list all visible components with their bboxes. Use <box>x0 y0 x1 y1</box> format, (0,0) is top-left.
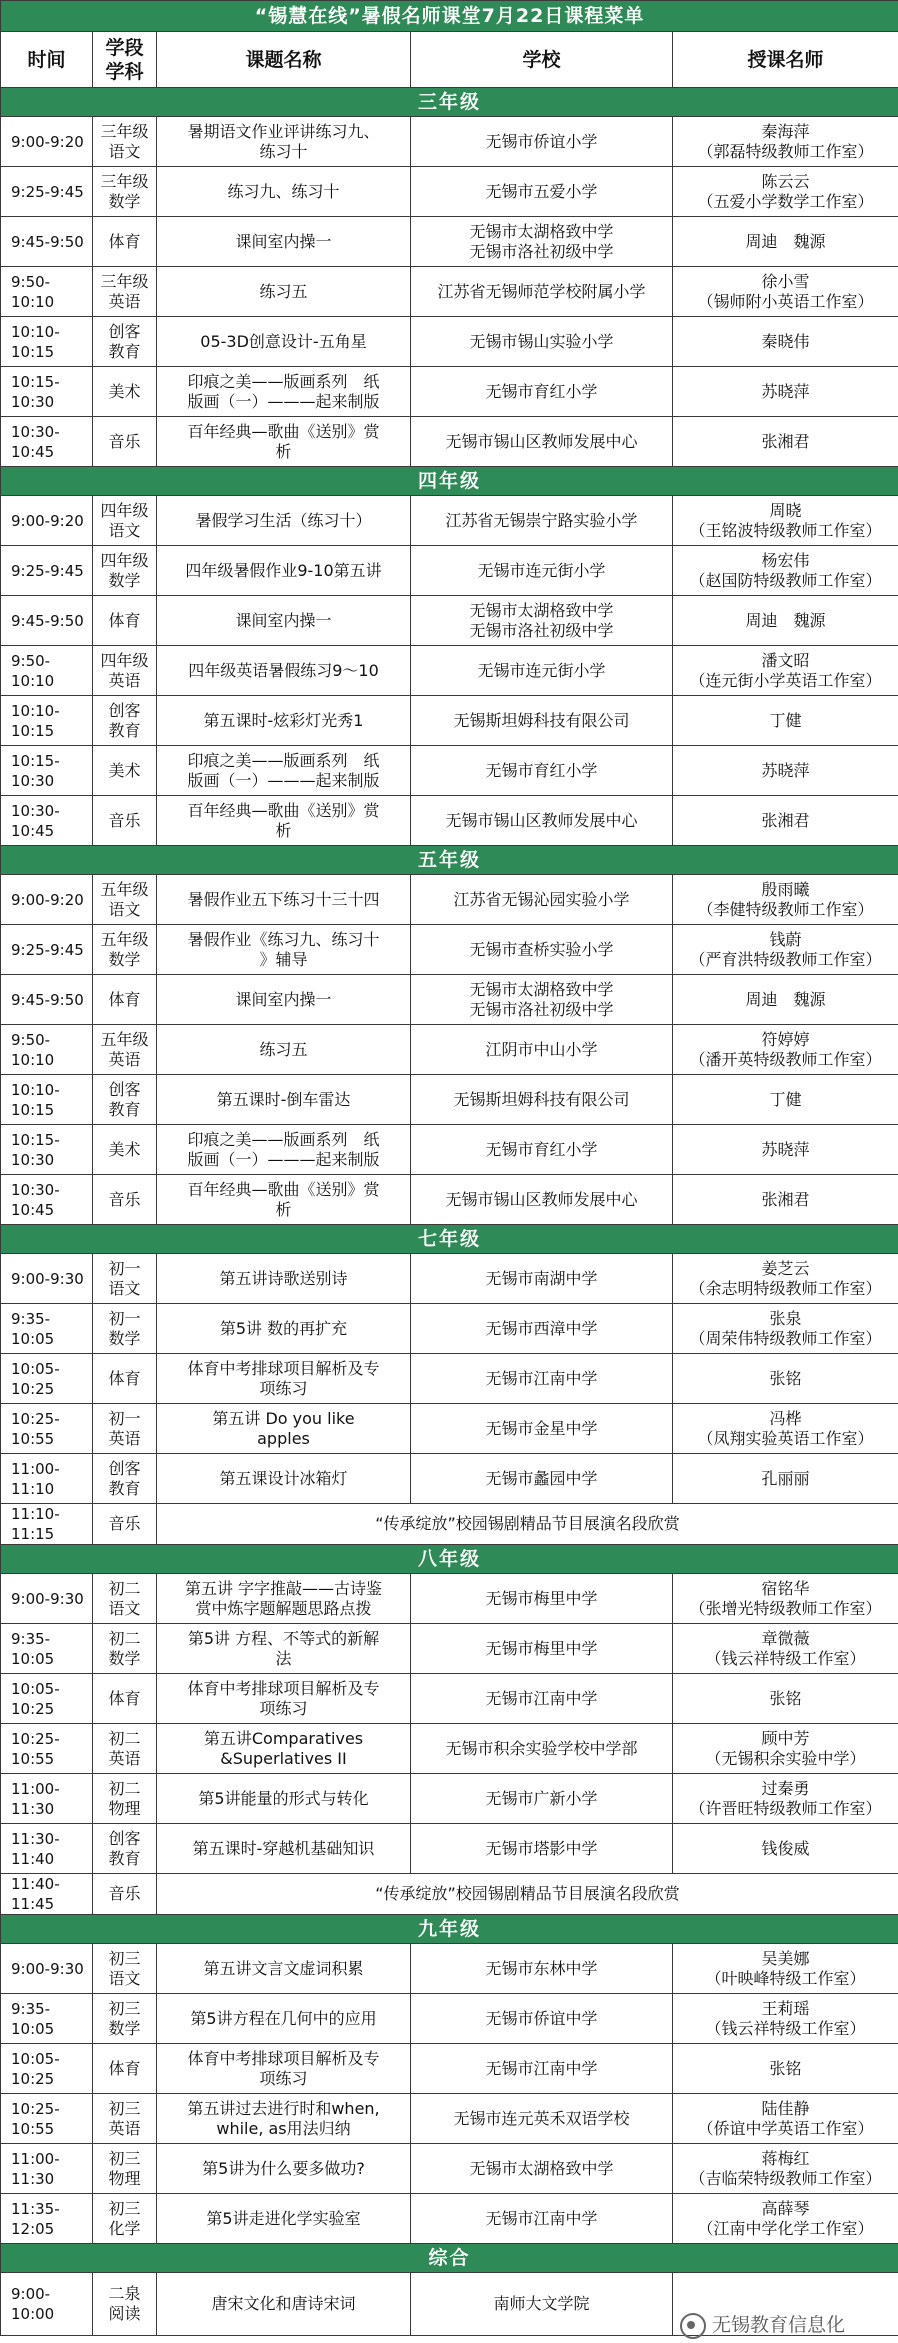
teacher-cell: 张湘君 <box>673 796 898 846</box>
school-cell: 江苏省无锡沁园实验小学 <box>411 875 673 925</box>
time-cell: 10:10-10:15 <box>1 317 93 367</box>
teacher-cell: 高薛琴 （江南中学化学工作室） <box>673 2194 898 2244</box>
school-cell: 无锡市查桥实验小学 <box>411 925 673 975</box>
time-cell: 11:00-11:30 <box>1 1774 93 1824</box>
grade-section-title: 三年级 <box>1 88 898 117</box>
topic-cell: 暑期语文作业评讲练习九、 练习十 <box>157 117 411 167</box>
grade-section-row <box>1 88 898 117</box>
subject-cell: 初三 物理 <box>93 2144 157 2194</box>
table-row <box>1 1724 898 1774</box>
grade-section-title: 五年级 <box>1 846 898 875</box>
time-cell: 10:05-10:25 <box>1 1354 93 1404</box>
teacher-cell: 姜芝云 （余志明特级教师工作室） <box>673 1254 898 1304</box>
subject-cell: 初二 英语 <box>93 1724 157 1774</box>
topic-cell: 练习五 <box>157 1025 411 1075</box>
time-cell: 10:25-10:55 <box>1 1404 93 1454</box>
school-cell: 无锡市广新小学 <box>411 1774 673 1824</box>
subject-cell: 体育 <box>93 2044 157 2094</box>
teacher-cell: 蒋梅红 （吉临荣特级教师工作室） <box>673 2144 898 2194</box>
teacher-cell: 张铭 <box>673 1674 898 1724</box>
table-row <box>1 417 898 467</box>
table-row <box>1 2144 898 2194</box>
time-cell: 10:30-10:45 <box>1 1175 93 1225</box>
topic-cell: 第五讲文言文虚词积累 <box>157 1944 411 1994</box>
subject-cell: 五年级 语文 <box>93 875 157 925</box>
topic-cell: 第五讲 字字推敲——古诗鉴 赏中炼字题解题思路点拨 <box>157 1574 411 1624</box>
subject-cell: 体育 <box>93 217 157 267</box>
topic-cell: 第五课时-穿越机基础知识 <box>157 1824 411 1874</box>
table-row <box>1 1175 898 1225</box>
school-cell: 无锡市连元英禾双语学校 <box>411 2094 673 2144</box>
table-row <box>1 1354 898 1404</box>
topic-cell: 第五课时-倒车雷达 <box>157 1075 411 1125</box>
table-row <box>1 546 898 596</box>
time-cell: 10:25-10:55 <box>1 2094 93 2144</box>
table-row <box>1 1574 898 1624</box>
subject-cell: 初一 数学 <box>93 1304 157 1354</box>
school-cell: 江苏省无锡崇宁路实验小学 <box>411 496 673 546</box>
topic-cell: 练习九、练习十 <box>157 167 411 217</box>
teacher-cell: 周晓 （王铭波特级教师工作室） <box>673 496 898 546</box>
time-cell: 10:25-10:55 <box>1 1724 93 1774</box>
grade-section-title: 九年级 <box>1 1915 898 1944</box>
subject-cell: 音乐 <box>93 1175 157 1225</box>
table-row <box>1 317 898 367</box>
school-cell: 无锡市太湖格致中学 无锡市洛社初级中学 <box>411 596 673 646</box>
school-cell: 江阴市中山小学 <box>411 1025 673 1075</box>
school-cell: 无锡斯坦姆科技有限公司 <box>411 1075 673 1125</box>
teacher-cell: 杨宏伟 （赵国防特级教师工作室） <box>673 546 898 596</box>
table-row <box>1 1075 898 1125</box>
grade-section-title: 八年级 <box>1 1545 898 1574</box>
table-row <box>1 217 898 267</box>
subject-cell: 四年级 英语 <box>93 646 157 696</box>
grade-section-title: 综合 <box>1 2244 898 2273</box>
time-cell: 10:10-10:15 <box>1 1075 93 1125</box>
grade-section-row <box>1 1915 898 1944</box>
subject-cell: 美术 <box>93 367 157 417</box>
teacher-cell: 张湘君 <box>673 1175 898 1225</box>
teacher-cell: 顾中芳 （无锡积余实验中学） <box>673 1724 898 1774</box>
table-row <box>1 975 898 1025</box>
topic-cell: 第5讲 方程、不等式的新解 法 <box>157 1624 411 1674</box>
topic-cell: 暑假作业《练习九、练习十 》辅导 <box>157 925 411 975</box>
time-cell: 11:30-11:40 <box>1 1824 93 1874</box>
table-row <box>1 167 898 217</box>
topic-cell: 百年经典—歌曲《送别》赏 析 <box>157 417 411 467</box>
time-cell: 10:30-10:45 <box>1 796 93 846</box>
header-time: 时间 <box>1 32 93 88</box>
school-cell: 无锡市梅里中学 <box>411 1624 673 1674</box>
table-row <box>1 1774 898 1824</box>
topic-cell: 课间室内操一 <box>157 217 411 267</box>
topic-cell: 体育中考排球项目解析及专 项练习 <box>157 2044 411 2094</box>
time-cell: 11:00-11:10 <box>1 1454 93 1504</box>
topic-cell: 课间室内操一 <box>157 596 411 646</box>
table-row <box>1 1254 898 1304</box>
header-school: 学校 <box>411 32 673 88</box>
time-cell: 9:35-10:05 <box>1 1624 93 1674</box>
subject-cell: 音乐 <box>93 1504 157 1545</box>
subject-cell: 音乐 <box>93 417 157 467</box>
table-row <box>1 267 898 317</box>
table-row <box>1 1404 898 1454</box>
school-cell: 无锡市侨谊中学 <box>411 1994 673 2044</box>
topic-cell: 四年级暑假作业9-10第五讲 <box>157 546 411 596</box>
subject-cell: 创客 教育 <box>93 1075 157 1125</box>
topic-cell: 印痕之美——版画系列 纸 版画（一）———起来制版 <box>157 1125 411 1175</box>
school-cell: 无锡市塔影中学 <box>411 1824 673 1874</box>
school-cell: 无锡市育红小学 <box>411 1125 673 1175</box>
table-row <box>1 2044 898 2094</box>
subject-cell: 初三 英语 <box>93 2094 157 2144</box>
subject-cell: 美术 <box>93 746 157 796</box>
time-cell: 9:25-9:45 <box>1 167 93 217</box>
topic-cell: 第5讲为什么要多做功? <box>157 2144 411 2194</box>
watermark-text: 无锡教育信息化 <box>712 2314 846 2336</box>
table-row <box>1 2194 898 2244</box>
time-cell: 10:05-10:25 <box>1 2044 93 2094</box>
subject-cell: 体育 <box>93 1354 157 1404</box>
teacher-cell: 秦海萍 （郭磊特级教师工作室） <box>673 117 898 167</box>
time-cell: 10:05-10:25 <box>1 1674 93 1724</box>
school-cell: 无锡市锡山区教师发展中心 <box>411 417 673 467</box>
teacher-cell: 殷雨曦 （李健特级教师工作室） <box>673 875 898 925</box>
time-cell: 11:35-12:05 <box>1 2194 93 2244</box>
table-row <box>1 1674 898 1724</box>
topic-cell: 第5讲方程在几何中的应用 <box>157 1994 411 2044</box>
time-cell: 9:00-9:20 <box>1 875 93 925</box>
header-topic: 课题名称 <box>157 32 411 88</box>
subject-cell: 初二 数学 <box>93 1624 157 1674</box>
topic-cell: 暑假学习生活（练习十） <box>157 496 411 546</box>
time-cell: 9:00-9:30 <box>1 1944 93 1994</box>
header-teacher: 授课名师 <box>673 32 898 88</box>
topic-cell: 第五讲Comparatives &Superlatives II <box>157 1724 411 1774</box>
header-subject: 学段 学科 <box>93 32 157 88</box>
topic-cell: 四年级英语暑假练习9～10 <box>157 646 411 696</box>
subject-cell: 三年级 英语 <box>93 267 157 317</box>
time-cell: 9:25-9:45 <box>1 546 93 596</box>
time-cell: 9:00-10:00 <box>1 2273 93 2336</box>
merged-program-cell: “传承绽放”校园锡剧精品节目展演名段欣赏 <box>157 1874 898 1915</box>
time-cell: 10:15-10:30 <box>1 367 93 417</box>
school-cell: 无锡斯坦姆科技有限公司 <box>411 696 673 746</box>
time-cell: 11:10-11:15 <box>1 1504 93 1545</box>
topic-cell: 百年经典—歌曲《送别》赏 析 <box>157 796 411 846</box>
teacher-cell: 张湘君 <box>673 417 898 467</box>
title-row <box>1 1 898 32</box>
grade-section-row <box>1 1225 898 1254</box>
school-cell: 无锡市太湖格致中学 无锡市洛社初级中学 <box>411 975 673 1025</box>
subject-cell: 三年级 语文 <box>93 117 157 167</box>
table-row <box>1 1624 898 1674</box>
watermark <box>680 2310 845 2339</box>
school-cell: 无锡市西漳中学 <box>411 1304 673 1354</box>
topic-cell: 唐宋文化和唐诗宋词 <box>157 2273 411 2336</box>
time-cell: 9:50-10:10 <box>1 1025 93 1075</box>
teacher-cell: 钱蔚 （严育洪特级教师工作室） <box>673 925 898 975</box>
header-row <box>1 32 898 88</box>
topic-cell: 第五讲诗歌送别诗 <box>157 1254 411 1304</box>
subject-cell: 体育 <box>93 1674 157 1724</box>
grade-section-row <box>1 2244 898 2273</box>
time-cell: 10:10-10:15 <box>1 696 93 746</box>
merged-program-cell: “传承绽放”校园锡剧精品节目展演名段欣赏 <box>157 1504 898 1545</box>
time-cell: 9:50-10:10 <box>1 267 93 317</box>
school-cell: 无锡市育红小学 <box>411 746 673 796</box>
teacher-cell: 章微薇 （钱云祥特级工作室） <box>673 1624 898 1674</box>
topic-cell: 体育中考排球项目解析及专 项练习 <box>157 1674 411 1724</box>
subject-cell: 音乐 <box>93 796 157 846</box>
school-cell: 无锡市江南中学 <box>411 2044 673 2094</box>
school-cell: 无锡市连元街小学 <box>411 546 673 596</box>
table-row <box>1 796 898 846</box>
table-row <box>1 367 898 417</box>
teacher-cell: 王莉瑶 （钱云祥特级工作室） <box>673 1994 898 2044</box>
school-cell: 无锡市梅里中学 <box>411 1574 673 1624</box>
topic-cell: 课间室内操一 <box>157 975 411 1025</box>
time-cell: 10:30-10:45 <box>1 417 93 467</box>
time-cell: 9:00-9:20 <box>1 117 93 167</box>
subject-cell: 初三 语文 <box>93 1944 157 1994</box>
time-cell: 9:00-9:20 <box>1 496 93 546</box>
school-cell: 江苏省无锡师范学校附属小学 <box>411 267 673 317</box>
school-cell: 无锡市太湖格致中学 <box>411 2144 673 2194</box>
topic-cell: 练习五 <box>157 267 411 317</box>
time-cell: 10:15-10:30 <box>1 1125 93 1175</box>
topic-cell: 第五讲 Do you like apples <box>157 1404 411 1454</box>
grade-section-row <box>1 1545 898 1574</box>
subject-cell: 五年级 英语 <box>93 1025 157 1075</box>
topic-cell: 05-3D创意设计-五角星 <box>157 317 411 367</box>
school-cell: 无锡市太湖格致中学 无锡市洛社初级中学 <box>411 217 673 267</box>
school-cell: 无锡市育红小学 <box>411 367 673 417</box>
topic-cell: 第五课时-炫彩灯光秀1 <box>157 696 411 746</box>
subject-cell: 五年级 数学 <box>93 925 157 975</box>
teacher-cell: 张泉 （周荣伟特级教师工作室） <box>673 1304 898 1354</box>
table-row <box>1 1824 898 1874</box>
subject-cell: 创客 教育 <box>93 317 157 367</box>
table-row <box>1 1304 898 1354</box>
grade-section-title: 四年级 <box>1 467 898 496</box>
subject-cell: 美术 <box>93 1125 157 1175</box>
subject-cell: 体育 <box>93 596 157 646</box>
time-cell: 9:35-10:05 <box>1 1304 93 1354</box>
school-cell: 无锡市锡山区教师发展中心 <box>411 1175 673 1225</box>
topic-cell: 第5讲走进化学实验室 <box>157 2194 411 2244</box>
subject-cell: 初二 物理 <box>93 1774 157 1824</box>
subject-cell: 初一 语文 <box>93 1254 157 1304</box>
teacher-cell: 丁健 <box>673 1075 898 1125</box>
topic-cell: 体育中考排球项目解析及专 项练习 <box>157 1354 411 1404</box>
table-row <box>1 1025 898 1075</box>
time-cell: 10:15-10:30 <box>1 746 93 796</box>
topic-cell: 印痕之美——版画系列 纸 版画（一）———起来制版 <box>157 367 411 417</box>
time-cell: 9:45-9:50 <box>1 596 93 646</box>
teacher-cell: 周迪 魏源 <box>673 975 898 1025</box>
grade-section-title: 七年级 <box>1 1225 898 1254</box>
teacher-cell: 张铭 <box>673 1354 898 1404</box>
subject-cell: 创客 教育 <box>93 1454 157 1504</box>
time-cell: 9:45-9:50 <box>1 217 93 267</box>
time-cell: 9:45-9:50 <box>1 975 93 1025</box>
grade-section-row <box>1 846 898 875</box>
table-row <box>1 875 898 925</box>
school-cell: 无锡市蠡园中学 <box>411 1454 673 1504</box>
subject-cell: 四年级 数学 <box>93 546 157 596</box>
school-cell: 无锡市金星中学 <box>411 1404 673 1454</box>
table-row <box>1 1874 898 1915</box>
table-row <box>1 117 898 167</box>
subject-cell: 初一 英语 <box>93 1404 157 1454</box>
topic-cell: 第5讲 数的再扩充 <box>157 1304 411 1354</box>
table-row <box>1 2094 898 2144</box>
topic-cell: 暑假作业五下练习十三十四 <box>157 875 411 925</box>
time-cell: 9:25-9:45 <box>1 925 93 975</box>
topic-cell: 印痕之美——版画系列 纸 版画（一）———起来制版 <box>157 746 411 796</box>
school-cell: 无锡市五爱小学 <box>411 167 673 217</box>
subject-cell: 体育 <box>93 975 157 1025</box>
teacher-cell: 秦晓伟 <box>673 317 898 367</box>
grade-section-row <box>1 467 898 496</box>
teacher-cell: 徐小雪 （锡师附小英语工作室） <box>673 267 898 317</box>
teacher-cell: 苏晓萍 <box>673 1125 898 1175</box>
schedule-title: “锡慧在线”暑假名师课堂7月22日课程菜单 <box>1 1 898 32</box>
table-row <box>1 1125 898 1175</box>
table-row <box>1 925 898 975</box>
teacher-cell: 丁健 <box>673 696 898 746</box>
teacher-cell: 周迪 魏源 <box>673 596 898 646</box>
teacher-cell: 过秦勇 （许晋旺特级教师工作室） <box>673 1774 898 1824</box>
teacher-cell: 符婷婷 （潘开英特级教师工作室） <box>673 1025 898 1075</box>
school-cell: 无锡市锡山区教师发展中心 <box>411 796 673 846</box>
subject-cell: 二泉 阅读 <box>93 2273 157 2336</box>
school-cell: 无锡市侨谊小学 <box>411 117 673 167</box>
table-row <box>1 1504 898 1545</box>
time-cell: 9:00-9:30 <box>1 1574 93 1624</box>
teacher-cell: 张铭 <box>673 2044 898 2094</box>
school-cell: 无锡市积余实验学校中学部 <box>411 1724 673 1774</box>
school-cell: 无锡市江南中学 <box>411 1674 673 1724</box>
table-row <box>1 1994 898 2044</box>
subject-cell: 四年级 语文 <box>93 496 157 546</box>
teacher-cell: 宿铭华 （张增光特级教师工作室） <box>673 1574 898 1624</box>
subject-cell: 初三 数学 <box>93 1994 157 2044</box>
topic-cell: 百年经典—歌曲《送别》赏 析 <box>157 1175 411 1225</box>
teacher-cell: 吴美娜 （叶映峰特级工作室） <box>673 1944 898 1994</box>
teacher-cell: 冯桦 （凤翔实验英语工作室） <box>673 1404 898 1454</box>
subject-cell: 初三 化学 <box>93 2194 157 2244</box>
wechat-icon <box>680 2313 706 2339</box>
subject-cell: 创客 教育 <box>93 1824 157 1874</box>
teacher-cell: 孔丽丽 <box>673 1454 898 1504</box>
school-cell: 无锡市南湖中学 <box>411 1254 673 1304</box>
table-row <box>1 696 898 746</box>
teacher-cell: 陈云云 （五爱小学数学工作室） <box>673 167 898 217</box>
time-cell: 9:50-10:10 <box>1 646 93 696</box>
table-row <box>1 496 898 546</box>
school-cell: 无锡市江南中学 <box>411 1354 673 1404</box>
teacher-cell: 潘文昭 （连元街小学英语工作室） <box>673 646 898 696</box>
time-cell: 9:35-10:05 <box>1 1994 93 2044</box>
teacher-cell: 陆佳静 （侨谊中学英语工作室） <box>673 2094 898 2144</box>
topic-cell: 第5讲能量的形式与转化 <box>157 1774 411 1824</box>
subject-cell: 初二 语文 <box>93 1574 157 1624</box>
school-cell: 无锡市江南中学 <box>411 2194 673 2244</box>
subject-cell: 三年级 数学 <box>93 167 157 217</box>
time-cell: 11:40-11:45 <box>1 1874 93 1915</box>
teacher-cell: 钱俊威 <box>673 1824 898 1874</box>
topic-cell: 第五课设计冰箱灯 <box>157 1454 411 1504</box>
table-row <box>1 1454 898 1504</box>
topic-cell: 第五讲过去进行时和when, while, as用法归纳 <box>157 2094 411 2144</box>
school-cell: 无锡市锡山实验小学 <box>411 317 673 367</box>
table-row <box>1 1944 898 1994</box>
table-row <box>1 646 898 696</box>
subject-cell: 创客 教育 <box>93 696 157 746</box>
teacher-cell: 苏晓萍 <box>673 746 898 796</box>
table-row <box>1 746 898 796</box>
school-cell: 无锡市东林中学 <box>411 1944 673 1994</box>
teacher-cell: 周迪 魏源 <box>673 217 898 267</box>
time-cell: 11:00-11:30 <box>1 2144 93 2194</box>
subject-cell: 音乐 <box>93 1874 157 1915</box>
table-row <box>1 596 898 646</box>
time-cell: 9:00-9:30 <box>1 1254 93 1304</box>
teacher-cell: 苏晓萍 <box>673 367 898 417</box>
school-cell: 无锡市连元街小学 <box>411 646 673 696</box>
school-cell: 南师大文学院 <box>411 2273 673 2336</box>
